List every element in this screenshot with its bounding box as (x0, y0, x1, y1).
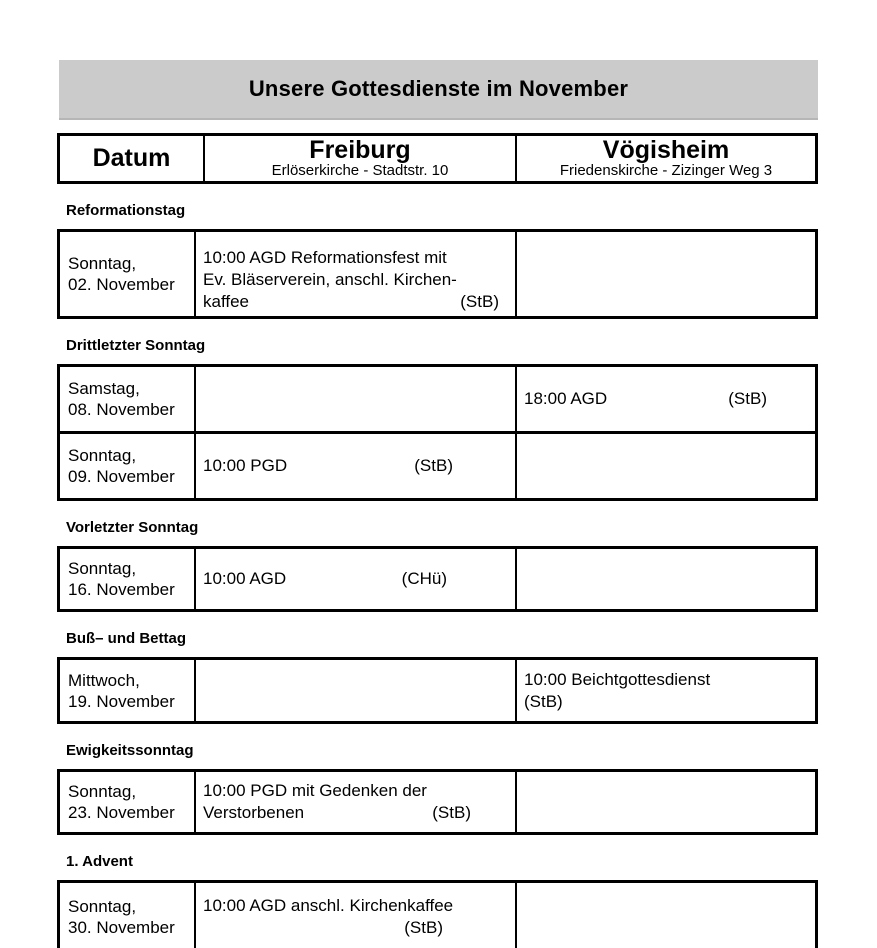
table-row (60, 660, 815, 721)
day-label: Sonntag, (68, 254, 137, 273)
day-label: Mittwoch, (68, 670, 140, 690)
table-row (60, 431, 815, 498)
service-text-line (203, 455, 515, 477)
service-text: 10:00 AGD anschl. Kirchenkaffee (203, 896, 454, 915)
schedule-header-table (57, 133, 818, 184)
section-heading-reformationstag: Reformationstag (66, 202, 186, 219)
table-row (60, 772, 815, 832)
section-heading-vorletzter-sonntag: Vorletzter Sonntag (66, 519, 199, 536)
date-label: 23. November (68, 803, 175, 822)
service-cell-freiburg (196, 549, 517, 609)
section-table-ewigkeitssonntag (57, 769, 818, 835)
page-title: Unsere Gottesdienste im November (248, 76, 629, 101)
service-text: Verstorbenen (203, 803, 305, 822)
date-label: 02. November (68, 275, 175, 294)
section-table-erster-advent (57, 880, 818, 948)
service-cell-freiburg (196, 772, 517, 832)
service-cell-freiburg-empty (196, 367, 517, 431)
service-code: (StB) (404, 918, 443, 937)
table-row (60, 883, 815, 948)
section-table-buss-und-bettag (57, 657, 818, 724)
service-text-line (203, 568, 515, 590)
service-text-line (203, 291, 515, 313)
date-label: 19. November (68, 691, 175, 711)
service-cell-freiburg-empty (196, 660, 517, 721)
service-text: 10:00 Beichtgottesdienst (524, 669, 711, 689)
service-cell-voegisheim (517, 660, 815, 721)
freiburg-name: Freiburg (309, 136, 411, 164)
section-table-vorletzter-sonntag (57, 546, 818, 612)
service-code: (StB) (460, 292, 499, 311)
service-cell-voegisheim-empty (517, 434, 815, 498)
service-text: 10:00 PGD mit Gedenken der (203, 781, 427, 800)
service-cell-voegisheim-empty (517, 232, 815, 316)
freiburg-subtitle: Erlöserkirche - Stadtstr. 10 (271, 162, 449, 179)
service-code: (CHü) (401, 569, 447, 588)
voegisheim-name: Vögisheim (602, 136, 730, 164)
day-label: Samstag, (68, 379, 140, 398)
service-text: 10:00 AGD (203, 569, 287, 588)
day-label: Sonntag, (68, 446, 137, 465)
section-table-drittletzter-sonntag (57, 364, 818, 501)
date-label: 09. November (68, 467, 175, 486)
service-cell-freiburg (196, 883, 517, 948)
date-label: 30. November (68, 918, 175, 937)
service-cell-voegisheim-empty (517, 772, 815, 832)
service-cell-freiburg (196, 232, 517, 316)
day-cell (60, 367, 196, 431)
service-cell-voegisheim (517, 367, 815, 431)
day-cell (60, 772, 196, 832)
service-cell-freiburg (196, 434, 517, 498)
service-cell-voegisheim-empty (517, 549, 815, 609)
column-header-voegisheim (517, 136, 815, 181)
service-text-line (203, 802, 515, 824)
section-table-reformationstag (57, 229, 818, 319)
service-code: (StB) (414, 456, 453, 475)
day-cell (60, 660, 196, 721)
datum-label: Datum (92, 143, 171, 172)
service-cell-voegisheim-empty (517, 883, 815, 948)
section-heading-ewigkeitssonntag: Ewigkeitssonntag (66, 742, 194, 759)
section-heading-buss-und-bettag: Buß– und Bettag (66, 630, 186, 647)
day-label: Sonntag, (68, 897, 137, 916)
section-heading-drittletzter-sonntag: Drittletzter Sonntag (66, 337, 206, 354)
service-text: 10:00 AGD Reformationsfest mit (203, 248, 447, 267)
table-row (60, 549, 815, 609)
column-header-freiburg (205, 136, 517, 181)
day-cell (60, 549, 196, 609)
service-code: (StB) (432, 803, 471, 822)
table-row (60, 367, 815, 431)
day-label: Sonntag, (68, 559, 137, 578)
day-label: Sonntag, (68, 782, 137, 801)
service-text-line (524, 388, 815, 410)
column-header-datum (60, 136, 205, 181)
section-heading-erster-advent: 1. Advent (66, 853, 133, 870)
service-code: (StB) (524, 691, 563, 711)
date-label: 16. November (68, 580, 175, 599)
day-cell (60, 434, 196, 498)
service-text: 18:00 AGD (524, 389, 608, 408)
service-text: Ev. Bläserverein, anschl. Kirchen- (203, 270, 457, 289)
table-row (60, 232, 815, 316)
service-text: 10:00 PGD (203, 456, 288, 475)
title-banner (59, 60, 818, 120)
service-code: (StB) (728, 389, 767, 408)
service-text: kaffee (203, 292, 250, 311)
voegisheim-subtitle: Friedenskirche - Zizinger Weg 3 (559, 162, 773, 179)
day-cell (60, 232, 196, 316)
date-label: 08. November (68, 400, 175, 419)
day-cell (60, 883, 196, 948)
